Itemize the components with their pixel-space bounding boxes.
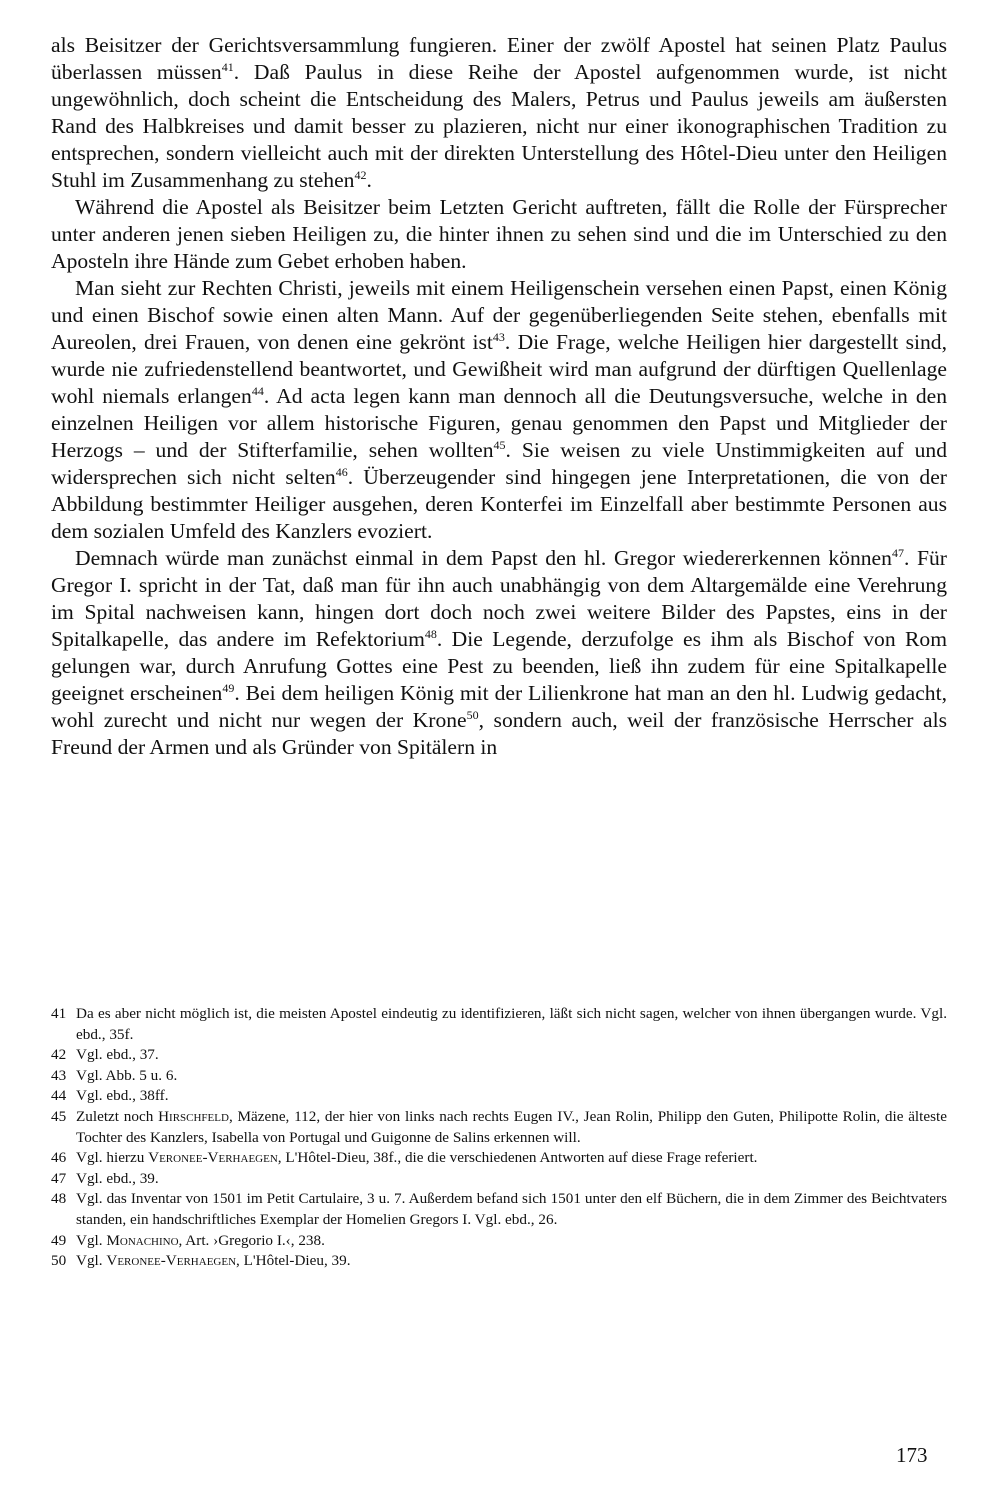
author-name: Veronee-Verhaegen [148, 1149, 278, 1167]
author-name: Veronee-Verhaegen [106, 1252, 237, 1270]
footnote-text: , Art. ›Gregorio I.‹, 238. [178, 1231, 325, 1249]
text-run: , sondern auch, weil der französische Herrscher als Freund der Armen und als Gründer von Spitälern in [51, 708, 947, 759]
footnote [51, 1189, 947, 1230]
text-run: Demnach würde man zunächst einmal in dem Papst den hl. Gregor wiedererkennen können [75, 546, 892, 570]
footnote-ref[interactable]: 41 [221, 60, 234, 74]
footnote-number: 46 [51, 1149, 67, 1167]
paragraph [51, 275, 947, 545]
footnote [51, 1251, 947, 1272]
text-run: . Für Gregor I. spricht in der Tat, daß man für ihn auch unabhängig von dem Altargemälde eine Verehrung im Spital nachweisen kann, hingen dort doch noch zwei weitere Bilder des Papstes, eins in der Spitalkapelle, das andere im Refektorium [51, 546, 947, 651]
footnote [51, 1107, 947, 1148]
footnote-text: Vgl. das Inventar von 1501 im Petit Cartulaire, 3 u. 7. Außerdem befand sich 1501 unter den elf Büchern, die in dem Zimmer des Beichtvaters standen, ein handschriftliches Exemplar der Homelien Gregors I. Vgl. ebd., 26. [76, 1190, 947, 1228]
footnote-number: 49 [51, 1231, 67, 1249]
footnote [51, 1045, 947, 1066]
footnotes [51, 1004, 947, 1272]
text-run: . Überzeugender sind hingegen jene Interpretationen, die von der Abbildung bestimmter Heiliger ausgehen, deren Konterfei im Einzelfall aber bestimmte Personen aus dem sozialen Umfeld des Kanzlers evoziert. [51, 465, 948, 543]
footnote-number: 47 [51, 1169, 67, 1187]
footnote-ref[interactable]: 49 [222, 681, 235, 695]
page-number: 173 [896, 1443, 928, 1467]
footnote [51, 1086, 947, 1107]
text-run: . Die Frage, welche Heiligen hier dargestellt sind, wurde nie zufriedenstellend beantwortet, und Gewißheit wird man aufgrund der dürftigen Quellenlage wohl niemals erlangen [51, 330, 947, 408]
footnote-ref[interactable]: 47 [891, 546, 904, 560]
footnote-text: Vgl. Abb. 5 u. 6. [76, 1066, 178, 1084]
main-text [51, 32, 947, 761]
footnote-ref[interactable]: 48 [424, 627, 437, 641]
footnote-ref[interactable]: 43 [492, 330, 505, 344]
text-run: . Die Legende, derzufolge es ihm als Bischof von Rom gelungen war, durch Anrufung Gottes eine Pest zu beenden, ließ ihn zudem für eine Spitalkapelle geeignet erscheinen [51, 627, 947, 705]
footnote-text: Zuletzt noch [76, 1107, 159, 1125]
paragraph [51, 545, 947, 761]
footnote-number: 43 [51, 1066, 67, 1084]
footnote-ref[interactable]: 50 [466, 708, 479, 722]
paragraph [51, 32, 947, 194]
text-run: als Beisitzer der Gerichtsversammlung fungieren. Einer der zwölf Apostel hat seinen Platz Paulus überlassen müssen [51, 33, 947, 84]
text-run: . Daß Paulus in diese Reihe der Apostel aufgenommen wurde, ist nicht ungewöhnlich, doch scheint die Entscheidung des Malers, Petrus und Paulus jeweils am äußersten Rand des Halbkreises und damit besser zu plazieren, nicht nur einer ikonographischen Tradition zu entsprechen, sondern vielleicht auch mit der direkten Unterstellung des Hôtel-Dieu unter den Heiligen Stuhl im Zusammenhang zu stehen [51, 60, 947, 192]
footnote-text: Vgl. [76, 1252, 107, 1270]
footnote-text: Da es aber nicht möglich ist, die meisten Apostel eindeutig zu identifizieren, läßt sich nicht sagen, welcher von ihnen übergangen wurde. Vgl. ebd., 35f. [76, 1005, 947, 1043]
author-name: Monachino [106, 1231, 179, 1249]
footnote [51, 1066, 947, 1087]
footnote-number: 44 [51, 1087, 67, 1105]
footnote-text: Vgl. hierzu [76, 1149, 149, 1167]
text-run: Man sieht zur Rechten Christi, jeweils mit einem Heiligenschein versehen einen Papst, einen König und einen Bischof sowie einen alten Mann. Auf der gegenüberliegenden Seite stehen, ebenfalls mit Aureolen, drei Frauen, von denen eine gekrönt ist [51, 276, 947, 354]
footnote-number: 48 [51, 1190, 67, 1208]
footnote [51, 1231, 947, 1252]
footnote [51, 1148, 947, 1169]
footnote-number: 42 [51, 1046, 67, 1064]
text-run: . Sie weisen zu viele Unstimmigkeiten auf und widersprechen sich nicht selten [51, 438, 947, 489]
footnote-number: 41 [51, 1005, 67, 1022]
text-run: . [366, 168, 372, 192]
footnote [51, 1169, 947, 1190]
footnote [51, 1004, 947, 1045]
footnote-ref[interactable]: 46 [335, 465, 348, 479]
footnote-text: , Mäzene, 112, der hier von links nach rechts Eugen IV., Jean Rolin, Philipp den Guten, Philipotte Rolin, die älteste Tochter des Kanzlers, Isabella von Portugal und Guigonne de Salins erkennen will. [76, 1107, 947, 1146]
footnote-ref[interactable]: 45 [493, 438, 506, 452]
footnote-number: 45 [51, 1107, 67, 1125]
footnote-number: 50 [51, 1252, 67, 1270]
footnote-text: , L'Hôtel-Dieu, 39. [236, 1252, 351, 1270]
footnote-text: , L'Hôtel-Dieu, 38f., die die verschiedenen Antworten auf diese Frage referiert. [277, 1149, 758, 1167]
footnote-ref[interactable]: 42 [354, 168, 367, 182]
text-run: Während die Apostel als Beisitzer beim Letzten Gericht auftreten, fällt die Rolle der Fürsprecher unter anderen jenen sieben Heiligen zu, die hinter ihnen zu sehen sind und die im Unterschied zu den Aposteln ihre Hände zum Gebet erhoben haben. [51, 195, 947, 273]
author-name: Hirschfeld [158, 1107, 229, 1125]
text-run: . Ad acta legen kann man dennoch all die Deutungsversuche, welche in den einzelnen Heiligen vor allem historische Figuren, genau genommen den Papst und Mitglieder der Herzogs – und der Stifterfamilie, sehen wollten [51, 384, 948, 462]
paragraph [51, 194, 947, 275]
footnote-text: Vgl. [76, 1231, 107, 1249]
footnote-text: Vgl. ebd., 37. [76, 1046, 159, 1064]
footnote-ref[interactable]: 44 [251, 384, 264, 398]
footnote-text: Vgl. ebd., 38ff. [76, 1087, 169, 1105]
text-run: . Bei dem heiligen König mit der Lilienkrone hat man an den hl. Ludwig gedacht, wohl zurecht und nicht nur wegen der Krone [51, 681, 947, 732]
footnote-text: Vgl. ebd., 39. [76, 1169, 159, 1187]
